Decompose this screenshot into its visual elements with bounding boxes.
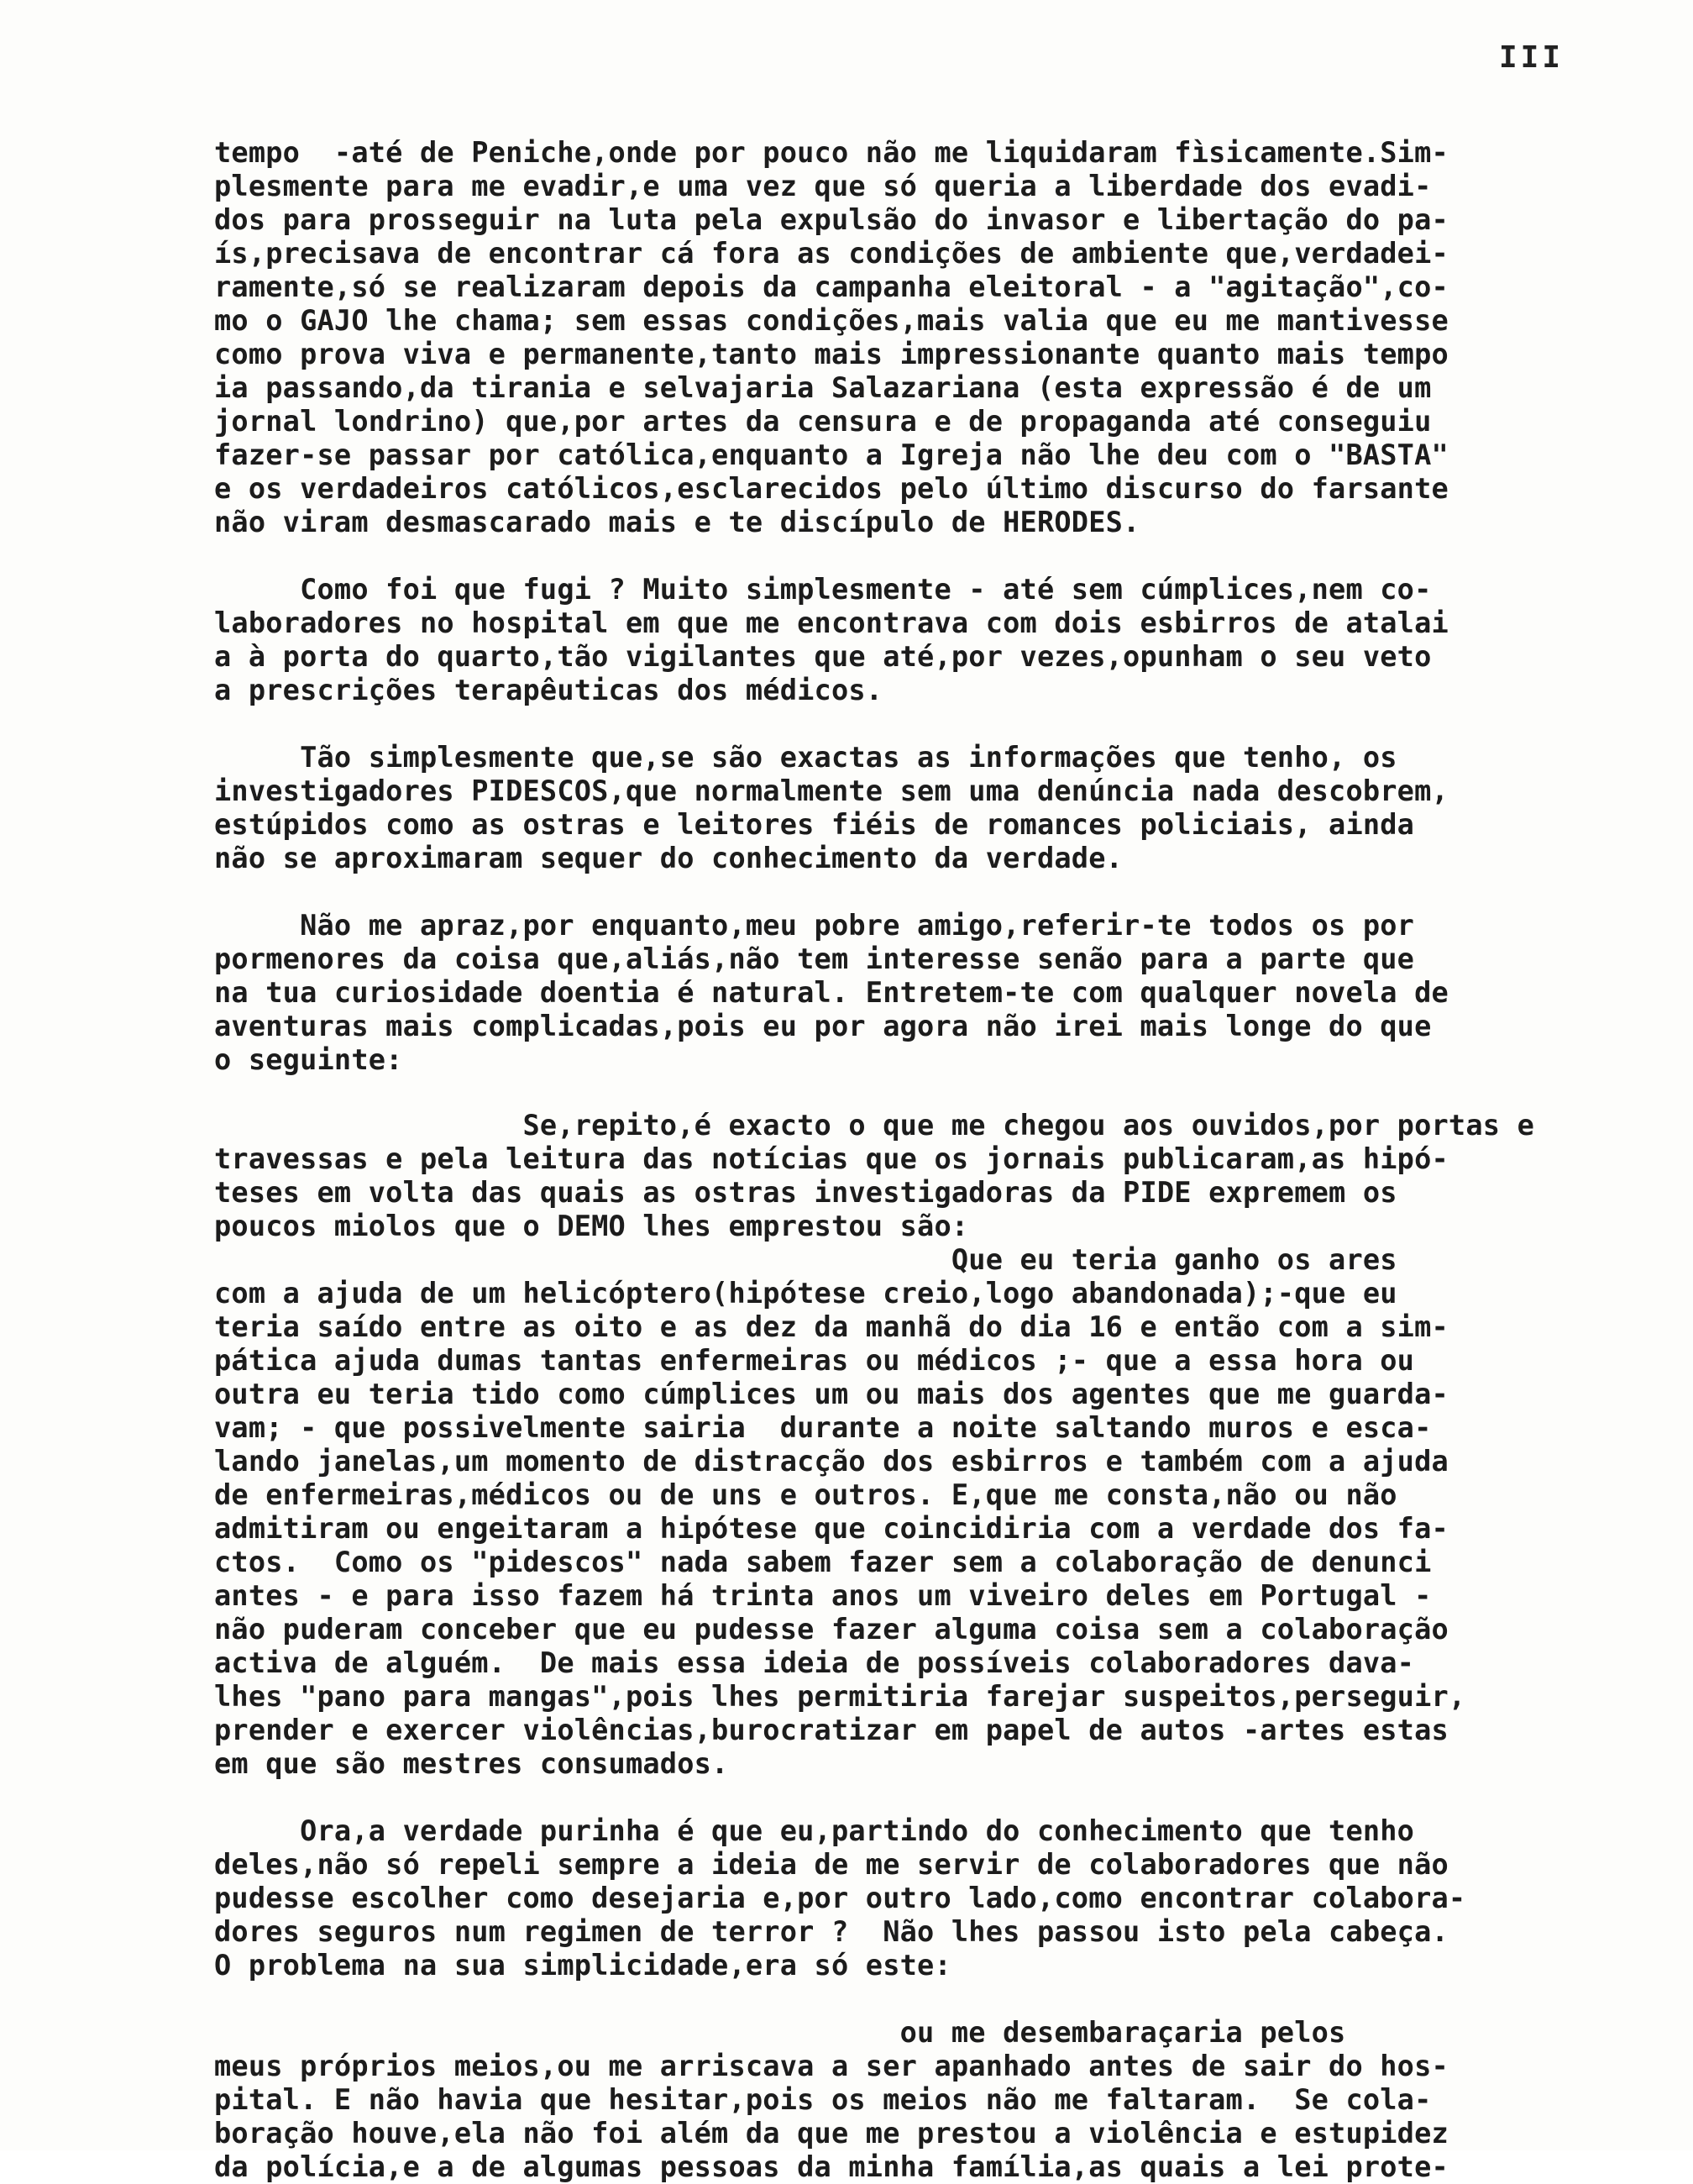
text-line: laboradores no hospital em que me encontrava com dois esbirros de atalai: [214, 606, 1449, 639]
text-line: não se aproximaram sequer do conhecimento da verdade.: [214, 842, 1124, 874]
text-line: dos para prosseguir na luta pela expulsão do invasor e libertação do pa-: [214, 203, 1449, 236]
text-line: em que são mestres consumados.: [214, 1747, 729, 1780]
text-line: fazer-se passar por católica,enquanto a Igreja não lhe deu com o "BASTA": [214, 438, 1449, 471]
text-line: tempo -até de Peniche,onde por pouco não me liquidaram fìsicamente.Sim-: [214, 136, 1449, 169]
text-line: vam; - que possivelmente sairia durante a noite saltando muros e esca-: [214, 1411, 1432, 1444]
text-line: ctos. Como os "pidescos" nada sabem fazer sem a colaboração de denunci: [214, 1546, 1432, 1578]
text-line: outra eu teria tido como cúmplices um ou mais dos agentes que me guarda-: [214, 1378, 1449, 1410]
text-line: boração houve,ela não foi além da que me prestou a violência e estupidez: [214, 2117, 1449, 2150]
text-line: Não me apraz,por enquanto,meu pobre amigo,referir-te todos os por: [214, 909, 1415, 942]
text-line: não puderam conceber que eu pudesse fazer alguma coisa sem a colaboração: [214, 1613, 1449, 1646]
text-line: meus próprios meios,ou me arriscava a ser apanhado antes de sair do hos-: [214, 2050, 1449, 2082]
text-line: antes - e para isso fazem há trinta anos um viveiro deles em Portugal -: [214, 1579, 1432, 1612]
text-line: com a ajuda de um helicóptero(hipótese creio,logo abandonada);-que eu: [214, 1277, 1397, 1310]
text-line: plesmente para me evadir,e uma vez que só queria a liberdade dos evadi-: [214, 170, 1432, 202]
paragraph-6: [214, 1814, 1659, 1982]
text-line: estúpidos como as ostras e leitores fiéis de romances policiais, ainda: [214, 808, 1415, 841]
text-line: não viram desmascarado mais e te discípulo de HERODES.: [214, 506, 1140, 538]
text-line: ou me desembaraçaria pelos: [214, 2016, 1346, 2049]
text-line: Se,repito,é exacto o que me chegou aos ouvidos,por portas e: [214, 1109, 1535, 1142]
text-line: a à porta do quarto,tão vigilantes que até,por vezes,opunham o seu veto: [214, 640, 1432, 673]
text-line: pormenores da coisa que,aliás,não tem interesse senão para a parte que: [214, 942, 1415, 975]
text-line: pática ajuda dumas tantas enfermeiras ou médicos ;- que a essa hora ou: [214, 1344, 1415, 1377]
text-line: jornal londrino) que,por artes da censura e de propaganda até conseguiu: [214, 405, 1432, 438]
paragraph-5: [214, 1109, 1659, 1781]
paragraph-4: [214, 909, 1659, 1077]
text-line: teses em volta das quais as ostras investigadoras da PIDE expremem os: [214, 1176, 1397, 1209]
text-line: como prova viva e permanente,tanto mais impressionante quanto mais tempo: [214, 338, 1449, 370]
text-line: Que eu teria ganho os ares: [214, 1243, 1397, 1276]
text-line: dores seguros num regimen de terror ? Não lhes passou isto pela cabeça.: [214, 1915, 1449, 1948]
paragraph-2: [214, 573, 1659, 707]
text-line: e os verdadeiros católicos,esclarecidos pelo último discurso do farsante: [214, 472, 1449, 505]
page-number: III: [1499, 40, 1565, 75]
text-line: de enfermeiras,médicos ou de uns e outros. E,que me consta,não ou não: [214, 1478, 1397, 1511]
text-line: activa de alguém. De mais essa ideia de possíveis colaboradores dava-: [214, 1646, 1415, 1679]
text-line: admitiram ou engeitaram a hipótese que coincidiria com a verdade dos fa-: [214, 1512, 1449, 1545]
text-line: da polícia,e a de algumas pessoas da minha família,as quais a lei prote-: [214, 2150, 1449, 2183]
text-line: poucos miolos que o DEMO lhes emprestou são:: [214, 1210, 969, 1242]
text-line: Ora,a verdade purinha é que eu,partindo do conhecimento que tenho: [214, 1814, 1415, 1847]
text-line: ramente,só se realizaram depois da campanha eleitoral - a "agitação",co-: [214, 270, 1449, 303]
text-line: mo o GAJO lhe chama; sem essas condições,mais valia que eu me mantivesse: [214, 304, 1449, 337]
text-line: O problema na sua simplicidade,era só este:: [214, 1949, 951, 1982]
text-line: a prescrições terapêuticas dos médicos.: [214, 674, 883, 706]
paragraph-1: [214, 136, 1659, 539]
text-line: teria saído entre as oito e as dez da manhã do dia 16 e então com a sim-: [214, 1310, 1449, 1343]
text-line: aventuras mais complicadas,pois eu por agora não irei mais longe do que: [214, 1010, 1432, 1042]
document-body: [214, 136, 1659, 2184]
text-line: investigadores PIDESCOS,que normalmente sem uma denúncia nada descobrem,: [214, 774, 1449, 807]
paragraph-3: [214, 741, 1659, 875]
text-line: na tua curiosidade doentia é natural. Entretem-te com qualquer novela de: [214, 976, 1449, 1009]
text-line: travessas e pela leitura das notícias que os jornais publicaram,as hipó-: [214, 1142, 1449, 1175]
text-line: ís,precisava de encontrar cá fora as condições de ambiente que,verdadei-: [214, 237, 1449, 270]
text-line: ia passando,da tirania e selvajaria Salazariana (esta expressão é de um: [214, 371, 1432, 404]
text-line: o seguinte:: [214, 1043, 403, 1076]
text-line: deles,não só repeli sempre a ideia de me servir de colaboradores que não: [214, 1848, 1449, 1881]
text-line: Como foi que fugi ? Muito simplesmente - até sem cúmplices,nem co-: [214, 573, 1432, 606]
text-line: Tão simplesmente que,se são exactas as informações que tenho, os: [214, 741, 1397, 774]
text-line: pital. E não havia que hesitar,pois os meios não me faltaram. Se cola-: [214, 2083, 1432, 2116]
text-line: prender e exercer violências,burocratizar em papel de autos -artes estas: [214, 1714, 1449, 1746]
text-line: lhes "pano para mangas",pois lhes permitiria farejar suspeitos,perseguir,: [214, 1680, 1466, 1713]
text-line: lando janelas,um momento de distracção dos esbirros e também com a ajuda: [214, 1445, 1449, 1478]
paragraph-7: [214, 2016, 1659, 2184]
text-line: pudesse escolher como desejaria e,por outro lado,como encontrar colabora-: [214, 1882, 1466, 1914]
